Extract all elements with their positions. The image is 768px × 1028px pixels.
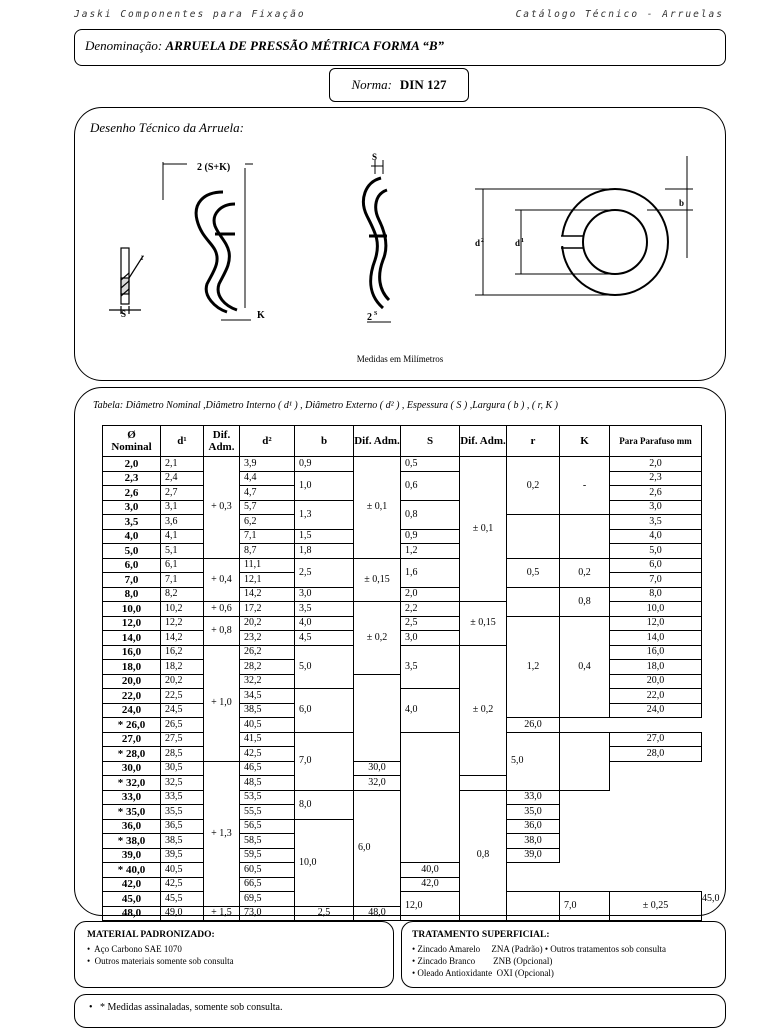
table-cell: 14,2 [240, 587, 295, 602]
table-cell: 1,6 [401, 558, 460, 587]
table-cell: 6,0 [610, 558, 702, 573]
table-cell: 3,5 [103, 515, 161, 530]
material-title: MATERIAL PADRONIZADO: [87, 930, 215, 940]
label-d1: d [515, 238, 521, 248]
table-cell: 1,5 [295, 529, 354, 544]
table-cell: * 35,0 [103, 805, 161, 820]
table-cell: 20,2 [161, 674, 204, 689]
table-cell: 24,0 [103, 703, 161, 718]
table-row [103, 457, 702, 472]
merged-cell: ± 0,15 [354, 558, 401, 602]
table-cell: 48,0 [103, 906, 161, 921]
merged-cell: 0,8 [560, 587, 610, 616]
label-r: r [141, 252, 144, 262]
table-cell: 14,0 [610, 631, 702, 646]
table-caption: Tabela: Diâmetro Nominal ,Diâmetro Interno ( d¹ ) , Diâmetro Externo ( d² ) , Espessura ( S ) ,Largura ( b ) , ( r, K ) [93, 400, 558, 411]
table-cell [560, 515, 610, 559]
table-cell: 32,0 [354, 776, 401, 791]
note-box [74, 994, 726, 1028]
svg-text:2: 2 [481, 238, 484, 244]
table-cell: 4,0 [610, 529, 702, 544]
table-cell: 22,5 [161, 689, 204, 704]
table-cell: * 26,0 [103, 718, 161, 733]
table-cell: 40,5 [240, 718, 295, 733]
table-cell: 16,0 [103, 645, 161, 660]
table-cell: 28,5 [161, 747, 204, 762]
table-row [103, 616, 702, 631]
table-cell: 2,1 [161, 457, 204, 472]
washer-front-view [196, 192, 237, 312]
table-cell: 2,6 [103, 486, 161, 501]
table-cell: 4,7 [240, 486, 295, 501]
table-cell: 3,0 [103, 500, 161, 515]
table-cell: 49,0 [161, 906, 204, 921]
table-cell: 2,5 [295, 558, 354, 587]
table-cell: 38,5 [161, 834, 204, 849]
table-cell: 5,0 [610, 544, 702, 559]
merged-cell: 0,2 [560, 558, 610, 587]
table-cell: 59,5 [240, 848, 295, 863]
table-cell: 14,0 [103, 631, 161, 646]
surface-treatment-box [401, 921, 726, 988]
table-cell: 32,5 [161, 776, 204, 791]
table-cell: 3,9 [240, 457, 295, 472]
col-d2: d² [240, 426, 295, 457]
table-cell: 34,5 [240, 689, 295, 704]
table-cell [401, 732, 460, 863]
label-s-top: S [372, 152, 378, 162]
table-row [103, 529, 702, 544]
table-cell: 5,1 [161, 544, 204, 559]
table-cell: 6,0 [354, 790, 401, 906]
table-cell: + 0,6 [204, 602, 240, 617]
table-cell: 2,0 [401, 587, 460, 602]
material-item: • Aço Carbono SAE 1070 [87, 944, 182, 954]
table-cell: 3,0 [610, 500, 702, 515]
table-cell: 4,1 [161, 529, 204, 544]
table-cell: 27,0 [610, 732, 702, 747]
table-cell: 3,5 [295, 602, 354, 617]
table-cell: 10,0 [103, 602, 161, 617]
table-row [103, 500, 702, 515]
table-cell: 2,7 [161, 486, 204, 501]
table-cell: 0,6 [401, 471, 460, 500]
table-cell: 7,0 [103, 573, 161, 588]
table-cell: 6,2 [240, 515, 295, 530]
table-cell: 10,2 [161, 602, 204, 617]
table-cell: 3,5 [610, 515, 702, 530]
merged-cell: 1,2 [507, 616, 560, 718]
table-cell: 36,0 [507, 819, 560, 834]
table-cell: 12,0 [103, 616, 161, 631]
table-cell: 5,0 [103, 544, 161, 559]
merged-cell: - [560, 457, 610, 515]
washer-top-view [475, 156, 693, 295]
table-cell: 7,0 [610, 573, 702, 588]
label-2s: 2 [367, 312, 372, 323]
table-cell: 39,5 [161, 848, 204, 863]
table-cell: 24,0 [610, 703, 702, 718]
table-cell: 39,0 [507, 848, 560, 863]
table-cell: 33,5 [161, 790, 204, 805]
label-d2: d [475, 238, 481, 248]
merged-cell: + 0,3 [204, 457, 240, 559]
table-cell: 66,5 [240, 877, 295, 892]
table-cell: 0,5 [401, 457, 460, 472]
table-cell: 42,5 [161, 877, 204, 892]
table-cell [560, 732, 610, 790]
svg-text:1: 1 [521, 238, 524, 244]
table-row [103, 544, 702, 559]
table-row [103, 863, 702, 878]
table-cell: 27,0 [103, 732, 161, 747]
table-header-row [103, 426, 702, 457]
treatment-item: • Zincado Amarelo ZNA (Padrão) • Outros tratamentos sob consulta [412, 944, 667, 954]
table-cell: 7,0 [560, 892, 610, 921]
table-cell: 40,5 [161, 863, 204, 878]
material-box [74, 921, 394, 988]
label-k: K [257, 310, 265, 321]
table-cell: 5,7 [240, 500, 295, 515]
table-cell: 20,2 [240, 616, 295, 631]
table-cell: 6,1 [161, 558, 204, 573]
standard-label: Norma: [351, 77, 392, 92]
table-cell: 2,0 [103, 457, 161, 472]
table-row [103, 645, 702, 660]
table-cell: 12,0 [610, 616, 702, 631]
merged-cell: + 1,0 [204, 645, 240, 761]
table-cell: * 38,0 [103, 834, 161, 849]
table-cell: 48,0 [354, 906, 401, 921]
table-cell: ± 0,25 [610, 892, 702, 921]
merged-cell: 0,5 [507, 558, 560, 587]
label-b: b [679, 198, 685, 208]
merged-cell: + 0,8 [204, 616, 240, 645]
table-cell: 0,9 [295, 457, 354, 472]
merged-cell: ± 0,15 [460, 602, 507, 646]
svg-text:S: S [374, 311, 378, 317]
table-cell: 4,5 [295, 631, 354, 646]
merged-cell: ± 0,2 [354, 602, 401, 675]
table-cell: 4,0 [295, 616, 354, 631]
table-cell: 18,0 [103, 660, 161, 675]
table-cell: 10,0 [610, 602, 702, 617]
table-cell: 17,2 [240, 602, 295, 617]
note-text: * Medidas assinaladas, somente sob consulta. [100, 1002, 283, 1013]
table-cell [507, 515, 560, 559]
table-cell: 10,0 [295, 819, 354, 906]
table-cell: 55,5 [240, 805, 295, 820]
table-cell: * 32,0 [103, 776, 161, 791]
table-row: 45,0 45,5 69,5 12,0 7,0 ± 0,25 45,0 [103, 892, 702, 907]
table-cell: 33,0 [507, 790, 560, 805]
table-cell: 2,4 [161, 471, 204, 486]
drawing-units-note: Medidas em Milímetros [356, 354, 444, 364]
table-cell: 0,9 [401, 529, 460, 544]
table-cell: 42,0 [103, 877, 161, 892]
table-cell: 18,0 [610, 660, 702, 675]
table-cell: 28,0 [610, 747, 702, 762]
table-cell: 36,5 [161, 819, 204, 834]
table-cell: 20,0 [610, 674, 702, 689]
table-cell: * 28,0 [103, 747, 161, 762]
merged-cell: ± 0,1 [460, 457, 507, 602]
table-cell: 7,1 [240, 529, 295, 544]
label-s-left: S [121, 309, 127, 319]
treatment-item: • Zincado Branco ZNB (Opcional) [412, 956, 553, 966]
table-cell: 3,1 [161, 500, 204, 515]
col-r: r [507, 426, 560, 457]
merged-cell: ± 0,2 [460, 645, 507, 776]
table-cell: 26,5 [161, 718, 204, 733]
table-cell: 26,0 [507, 718, 560, 733]
table-cell: 39,0 [103, 848, 161, 863]
label-2sk: 2 (S+K) [197, 162, 231, 173]
table-cell: 2,0 [610, 457, 702, 472]
col-s: S [401, 426, 460, 457]
table-cell: 23,2 [240, 631, 295, 646]
table-cell: 2,3 [103, 471, 161, 486]
table-cell: 8,0 [610, 587, 702, 602]
table-cell: 6,0 [103, 558, 161, 573]
table-cell: 8,2 [161, 587, 204, 602]
table-row [103, 558, 702, 573]
table-cell: 3,5 [401, 645, 460, 689]
col-d1: d¹ [161, 426, 204, 457]
table-cell [507, 587, 560, 616]
washer-edge-view [363, 178, 389, 308]
table-cell: 58,5 [240, 834, 295, 849]
table-cell: 3,0 [401, 631, 460, 646]
technical-drawing-panel [74, 107, 726, 381]
denomination-label: Denominação: [85, 38, 163, 53]
table-cell: 48,5 [240, 776, 295, 791]
col-dif-adm-3: Dif. Adm. [460, 426, 507, 457]
table-cell: 2,2 [401, 602, 460, 617]
table-cell: 53,5 [240, 790, 295, 805]
table-cell: 2,6 [610, 486, 702, 501]
table-cell: 8,7 [240, 544, 295, 559]
table-cell: 41,5 [240, 732, 295, 747]
table-cell: 1,0 [295, 471, 354, 500]
merged-cell: + 0,4 [204, 558, 240, 602]
table-cell: 36,0 [103, 819, 161, 834]
bullet: • [89, 1002, 101, 1013]
table-cell: 4,4 [240, 471, 295, 486]
table-cell: 28,2 [240, 660, 295, 675]
merged-cell: 0,8 [460, 790, 507, 921]
table-cell: 16,0 [610, 645, 702, 660]
table-cell: 38,5 [240, 703, 295, 718]
header-company: Jaski Componentes para Fixação [74, 9, 306, 20]
col-b: b [295, 426, 354, 457]
table-cell: 35,5 [161, 805, 204, 820]
standard-box [329, 68, 469, 102]
table-cell: 40,0 [401, 863, 460, 878]
table-cell: 16,2 [161, 645, 204, 660]
standard-value: DIN 127 [399, 77, 447, 92]
table-cell: 27,5 [161, 732, 204, 747]
table-cell: 60,5 [240, 863, 295, 878]
table-cell: 56,5 [240, 819, 295, 834]
drawing-title: Desenho Técnico da Arruela: [90, 120, 244, 135]
table-cell: 1,2 [401, 544, 460, 559]
table-cell: 2,5 [401, 616, 460, 631]
table-cell: 38,0 [507, 834, 560, 849]
table-cell: 8,0 [103, 587, 161, 602]
table-row [103, 732, 702, 747]
col-dif-adm-1: Dif. Adm. [204, 426, 240, 457]
table-cell: 20,0 [103, 674, 161, 689]
material-item: • Outros materiais somente sob consulta [87, 956, 234, 966]
treatment-item: • Oleado Antioxidante OXI (Opcional) [412, 968, 554, 978]
table-row [103, 877, 702, 892]
table-cell: 1,8 [295, 544, 354, 559]
table-cell: 42,5 [240, 747, 295, 762]
table-cell: 12,0 [401, 892, 460, 921]
table-cell: 4,0 [103, 529, 161, 544]
table-cell: 73,0 [240, 906, 295, 921]
table-cell: 33,0 [103, 790, 161, 805]
table-row [103, 602, 702, 617]
table-cell: 45,5 [161, 892, 204, 907]
table-cell: 0,8 [401, 500, 460, 529]
table-cell: 42,0 [401, 877, 460, 892]
table-cell: 12,1 [240, 573, 295, 588]
merged-cell: + 1,3 [204, 761, 240, 906]
washer-drawing [75, 108, 723, 348]
table-cell: 69,5 [240, 892, 295, 907]
table-cell: 18,2 [161, 660, 204, 675]
denomination-box [74, 29, 726, 66]
denomination-value: ARRUELA DE PRESSÃO MÉTRICA FORMA “B” [165, 38, 445, 53]
merged-cell: ± 0,1 [354, 457, 401, 559]
dimensions-table-panel [74, 387, 726, 920]
table-cell: 6,0 [295, 689, 354, 733]
table-cell: 14,2 [161, 631, 204, 646]
table-cell: 4,0 [401, 689, 460, 733]
washer-side-section [109, 248, 143, 314]
table-row [103, 587, 702, 602]
table-cell: 26,2 [240, 645, 295, 660]
table-cell [507, 892, 560, 921]
table-cell: 5,0 [507, 732, 560, 790]
table-cell: + 1,5 [204, 906, 240, 921]
merged-cell: 0,4 [560, 616, 610, 718]
header-catalog: Catálogo Técnico - Arruelas [515, 9, 724, 20]
table-cell: 7,0 [295, 732, 354, 790]
table-cell: 45,0 [103, 892, 161, 907]
col-k: K [560, 426, 610, 457]
treatment-title: TRATAMENTO SUPERFICIAL: [412, 930, 550, 940]
table-cell: 12,2 [161, 616, 204, 631]
dimensions-table [102, 425, 720, 921]
table-cell: 11,1 [240, 558, 295, 573]
table-cell: 30,0 [103, 761, 161, 776]
table-cell: 22,0 [103, 689, 161, 704]
table-cell: 46,5 [240, 761, 295, 776]
table-cell: 24,5 [161, 703, 204, 718]
table-cell: 30,0 [354, 761, 401, 776]
table-cell: 7,1 [161, 573, 204, 588]
table-cell: 30,5 [161, 761, 204, 776]
table-cell: 32,2 [240, 674, 295, 689]
table-cell: 1,3 [295, 500, 354, 529]
col-dif-adm-2: Dif. Adm. [354, 426, 401, 457]
table-cell: 22,0 [610, 689, 702, 704]
col-parafuso: Para Parafuso mm [610, 426, 702, 457]
table-row [103, 631, 702, 646]
table-cell: * 40,0 [103, 863, 161, 878]
table-cell: 3,0 [295, 587, 354, 602]
table-cell: 35,0 [507, 805, 560, 820]
table-row [103, 471, 702, 486]
table-cell: 5,0 [295, 645, 354, 689]
table-cell: 2,3 [610, 471, 702, 486]
merged-cell: 0,2 [507, 457, 560, 515]
table-cell: 2,5 [295, 906, 354, 921]
col-nominal: Ø Nominal [103, 426, 161, 457]
table-cell [354, 674, 401, 761]
table-cell: 3,6 [161, 515, 204, 530]
table-cell: 8,0 [295, 790, 354, 819]
table-row [103, 689, 702, 704]
